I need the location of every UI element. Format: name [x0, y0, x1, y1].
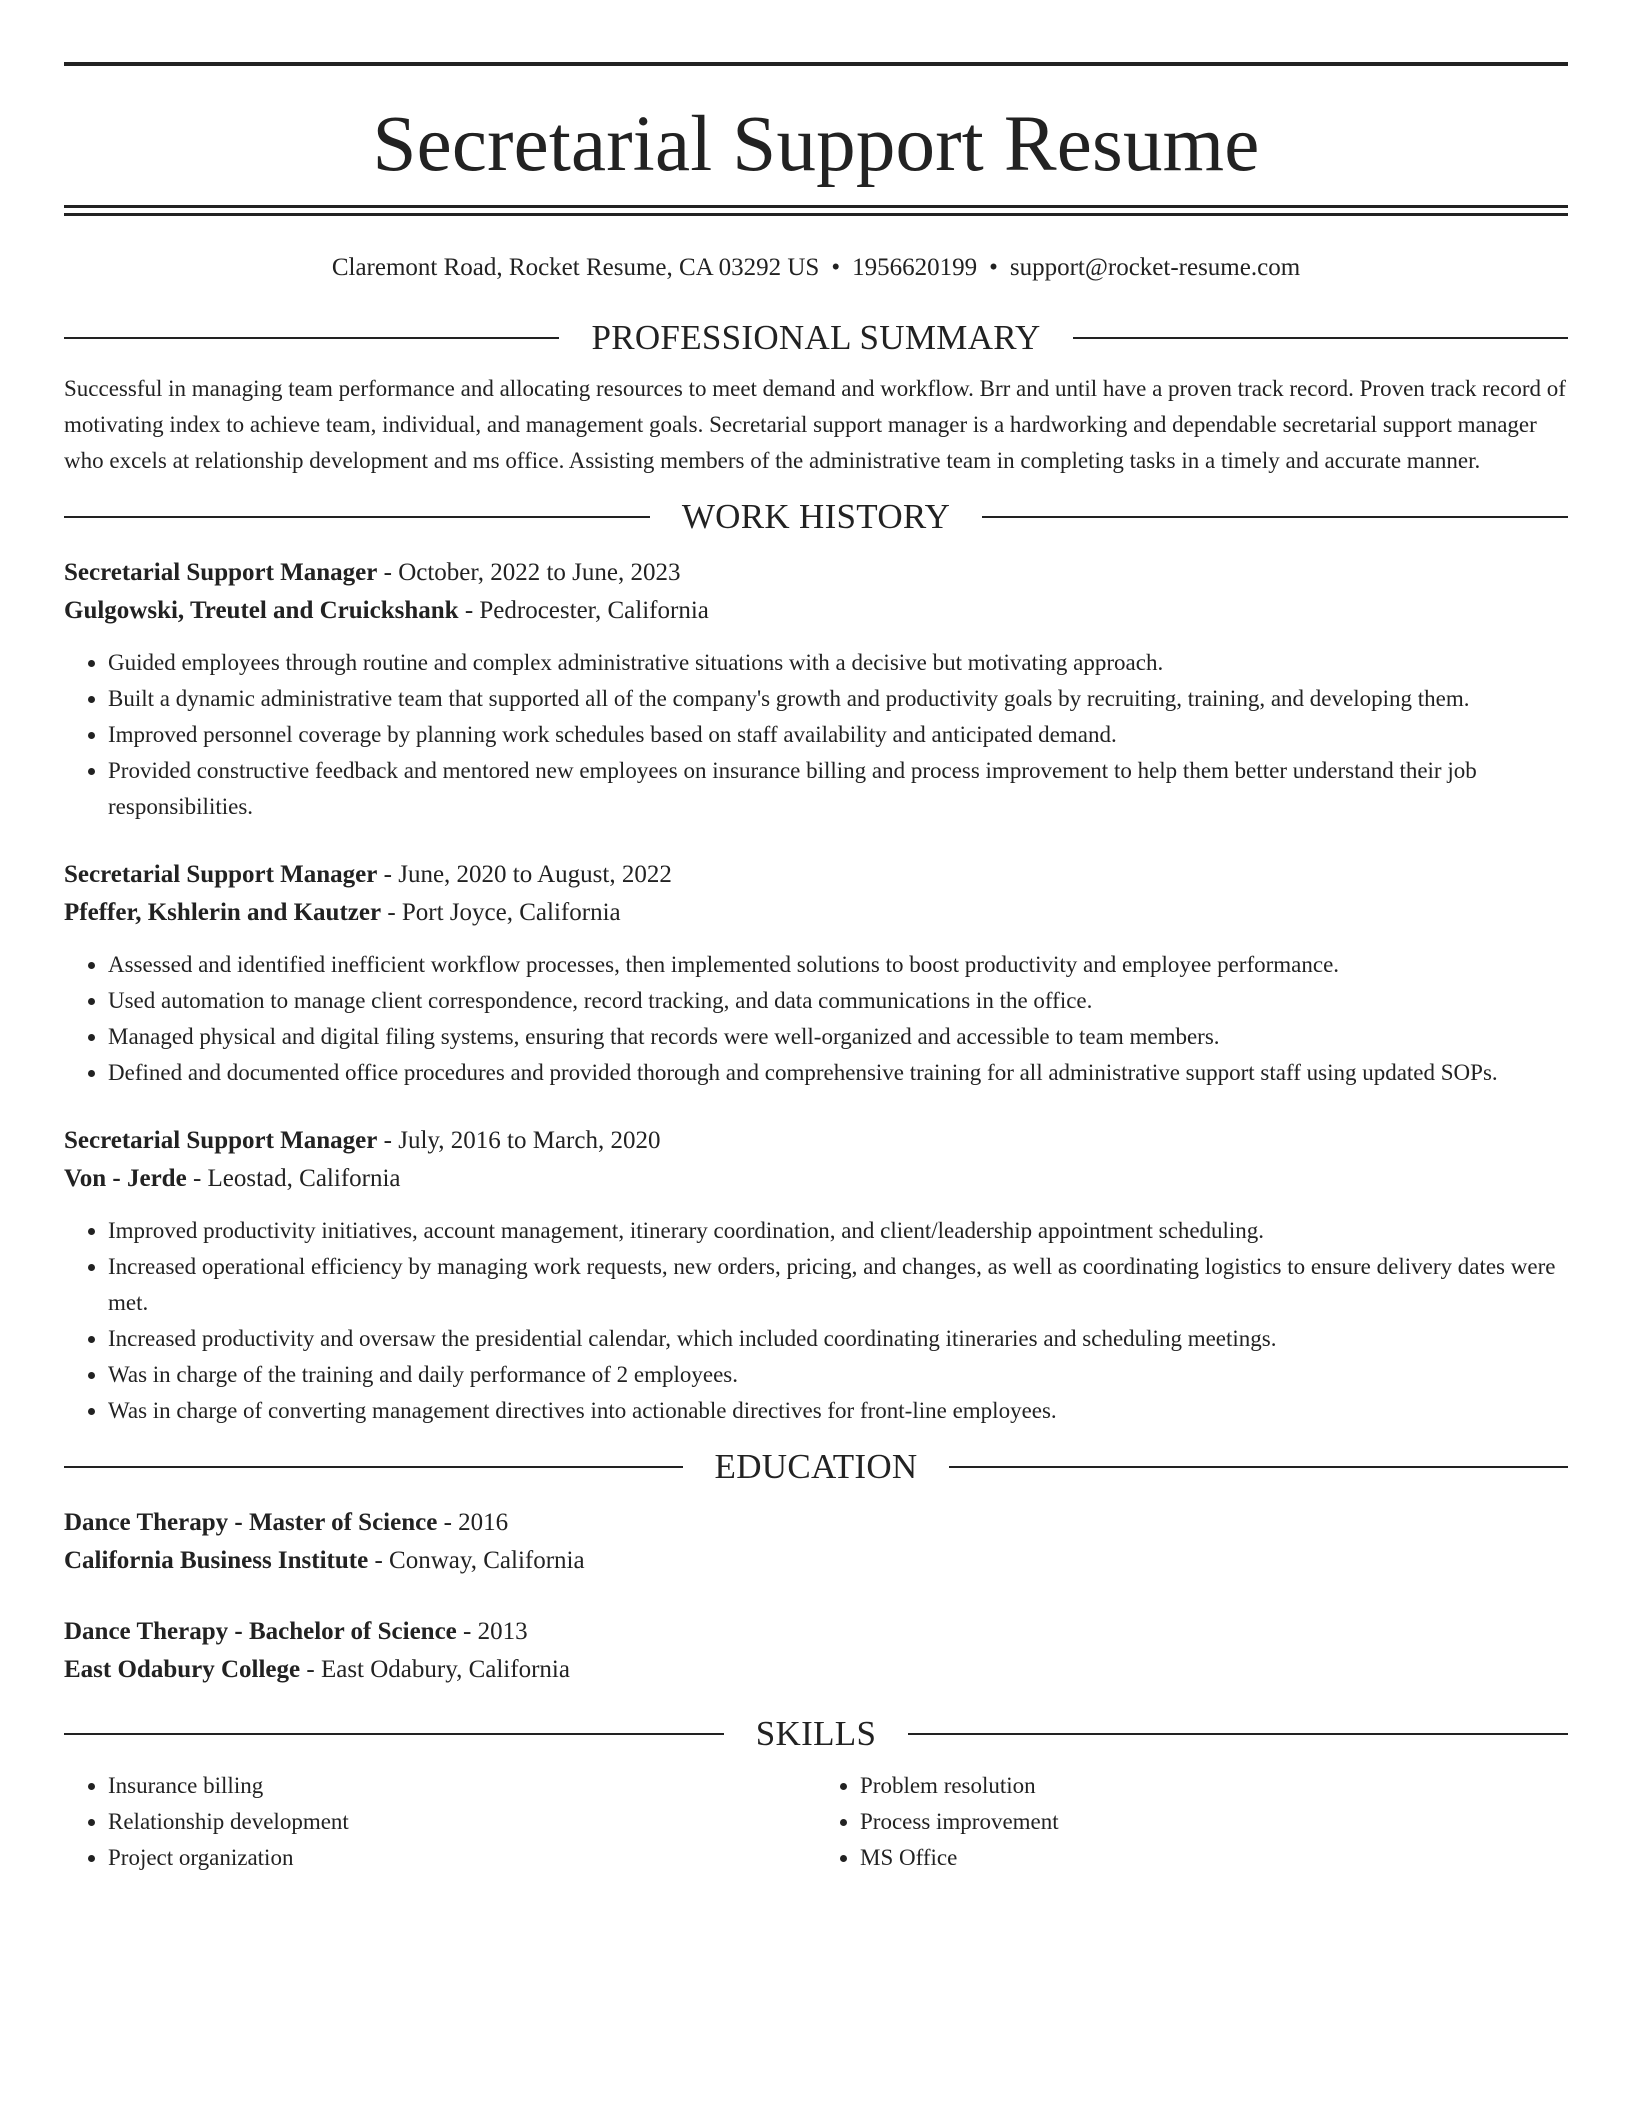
education-location: - East Odabury, California	[300, 1656, 570, 1683]
skill-item: • MS Office	[860, 1840, 1568, 1876]
job-bullet: • Improved personnel coverage by planning work schedules based on staff availability and anticipated demand.	[108, 717, 1568, 753]
job-bullet: • Improved productivity initiatives, account management, itinerary coordination, and client/leadership appointment scheduling.	[108, 1213, 1568, 1249]
job-entry	[64, 554, 1568, 825]
skills-list-left	[64, 1768, 816, 1876]
contact-phone: 1956620199	[852, 254, 978, 281]
heading-rule-right	[908, 1733, 1568, 1735]
skill-item: • Project organization	[108, 1840, 816, 1876]
job-bullet: • Was in charge of converting management directives into actionable directives for front-line employees.	[108, 1393, 1568, 1429]
education-degree-line	[64, 1504, 1568, 1542]
job-bullet: • Assessed and identified inefficient workflow processes, then implemented solutions to boost productivity and employee performance.	[108, 947, 1568, 983]
job-dates: - June, 2020 to August, 2022	[377, 861, 672, 888]
contact-address: Claremont Road, Rocket Resume, CA 03292 US	[331, 254, 820, 281]
skills-heading-label: SKILLS	[755, 1714, 877, 1753]
job-company: Pfeffer, Kshlerin and Kautzer	[64, 899, 382, 926]
job-title-line	[64, 554, 1568, 592]
job-bullets	[64, 1213, 1568, 1429]
job-title: Secretarial Support Manager	[64, 861, 378, 888]
heading-rule-right	[1073, 337, 1568, 339]
job-location: - Leostad, California	[186, 1165, 401, 1192]
title-double-rule	[64, 205, 1568, 216]
heading-rule-right	[982, 516, 1568, 518]
job-company: Gulgowski, Treutel and Cruickshank	[64, 597, 459, 624]
skills-list-right	[816, 1768, 1568, 1876]
job-company-line	[64, 894, 1568, 932]
heading-rule-left	[64, 1466, 683, 1468]
skills-heading	[64, 1714, 1568, 1754]
education-degree: Dance Therapy - Master of Science	[64, 1509, 438, 1536]
job-location: - Port Joyce, California	[381, 899, 621, 926]
job-bullet: • Increased operational efficiency by managing work requests, new orders, pricing, and changes, as well as coordinating logistics to ensure delivery dates were met.	[108, 1249, 1568, 1321]
job-entry	[64, 856, 1568, 1091]
skill-item: • Problem resolution	[860, 1768, 1568, 1804]
job-bullet: • Was in charge of the training and daily performance of 2 employees.	[108, 1357, 1568, 1393]
job-bullet: • Used automation to manage client correspondence, record tracking, and data communications in the office.	[108, 983, 1568, 1019]
job-title: Secretarial Support Manager	[64, 1127, 378, 1154]
education-year: - 2013	[456, 1618, 528, 1645]
job-company-line	[64, 592, 1568, 630]
education-heading-label: EDUCATION	[714, 1447, 918, 1486]
heading-rule-left	[64, 516, 650, 518]
job-location: - Pedrocester, California	[458, 597, 709, 624]
education-school-line	[64, 1542, 1568, 1580]
education-entry	[64, 1613, 1568, 1689]
heading-rule-left	[64, 337, 559, 339]
heading-rule-right	[949, 1466, 1568, 1468]
education-location: - Conway, California	[368, 1547, 585, 1574]
skills-columns	[64, 1768, 1568, 1876]
education-degree-line	[64, 1613, 1568, 1651]
education-school-line	[64, 1651, 1568, 1689]
education-entry	[64, 1504, 1568, 1580]
contact-separator: •	[831, 254, 841, 281]
summary-text: Successful in managing team performance and allocating resources to meet demand and workflow. Brr and until have a proven track record. Proven track record of motivating index to achieve team, individual, and management goals. Secretarial support manager is a hardworking and dependable secretarial support manager who excels at relationship development and ms office. Assisting members of the administrative team in completing tasks in a timely and accurate manner.	[64, 376, 1566, 473]
education-year: - 2016	[437, 1509, 509, 1536]
job-title-line	[64, 1122, 1568, 1160]
job-bullet: • Increased productivity and oversaw the presidential calendar, which included coordinating itineraries and scheduling meetings.	[108, 1321, 1568, 1357]
job-bullet: • Provided constructive feedback and mentored new employees on insurance billing and process improvement to help them better understand their job responsibilities.	[108, 753, 1568, 825]
education-heading	[64, 1447, 1568, 1487]
education-degree: Dance Therapy - Bachelor of Science	[64, 1618, 457, 1645]
job-bullet: • Built a dynamic administrative team that supported all of the company's growth and productivity goals by recruiting, training, and developing them.	[108, 681, 1568, 717]
resume-title: Secretarial Support Resume	[372, 101, 1260, 188]
job-title-line	[64, 856, 1568, 894]
heading-rule-left	[64, 1733, 724, 1735]
contact-email: support@rocket-resume.com	[1009, 254, 1301, 281]
work-history-heading-label: WORK HISTORY	[681, 497, 951, 536]
job-bullets	[64, 947, 1568, 1091]
job-company: Von - Jerde	[64, 1165, 187, 1192]
job-bullet: • Guided employees through routine and complex administrative situations with a decisive but motivating approach.	[108, 645, 1568, 681]
job-company-line	[64, 1160, 1568, 1198]
job-dates: - October, 2022 to June, 2023	[377, 559, 681, 586]
education-school: California Business Institute	[64, 1547, 369, 1574]
education-school: East Odabury College	[64, 1656, 301, 1683]
contact-separator: •	[989, 254, 998, 281]
job-bullet: • Managed physical and digital filing systems, ensuring that records were well-organized and accessible to team members.	[108, 1019, 1568, 1055]
job-dates: - July, 2016 to March, 2020	[377, 1127, 661, 1154]
skill-item: • Process improvement	[860, 1804, 1568, 1840]
skill-item: • Insurance billing	[108, 1768, 816, 1804]
job-title: Secretarial Support Manager	[64, 559, 378, 586]
job-bullet: • Defined and documented office procedures and provided thorough and comprehensive training for all administrative support staff using updated SOPs.	[108, 1055, 1568, 1091]
skill-item: • Relationship development	[108, 1804, 816, 1840]
summary-heading-label: PROFESSIONAL SUMMARY	[591, 318, 1041, 357]
job-entry	[64, 1122, 1568, 1429]
job-bullets	[64, 645, 1568, 825]
work-history-heading	[64, 497, 1568, 537]
summary-heading	[64, 318, 1568, 358]
contact-line	[64, 253, 1568, 283]
